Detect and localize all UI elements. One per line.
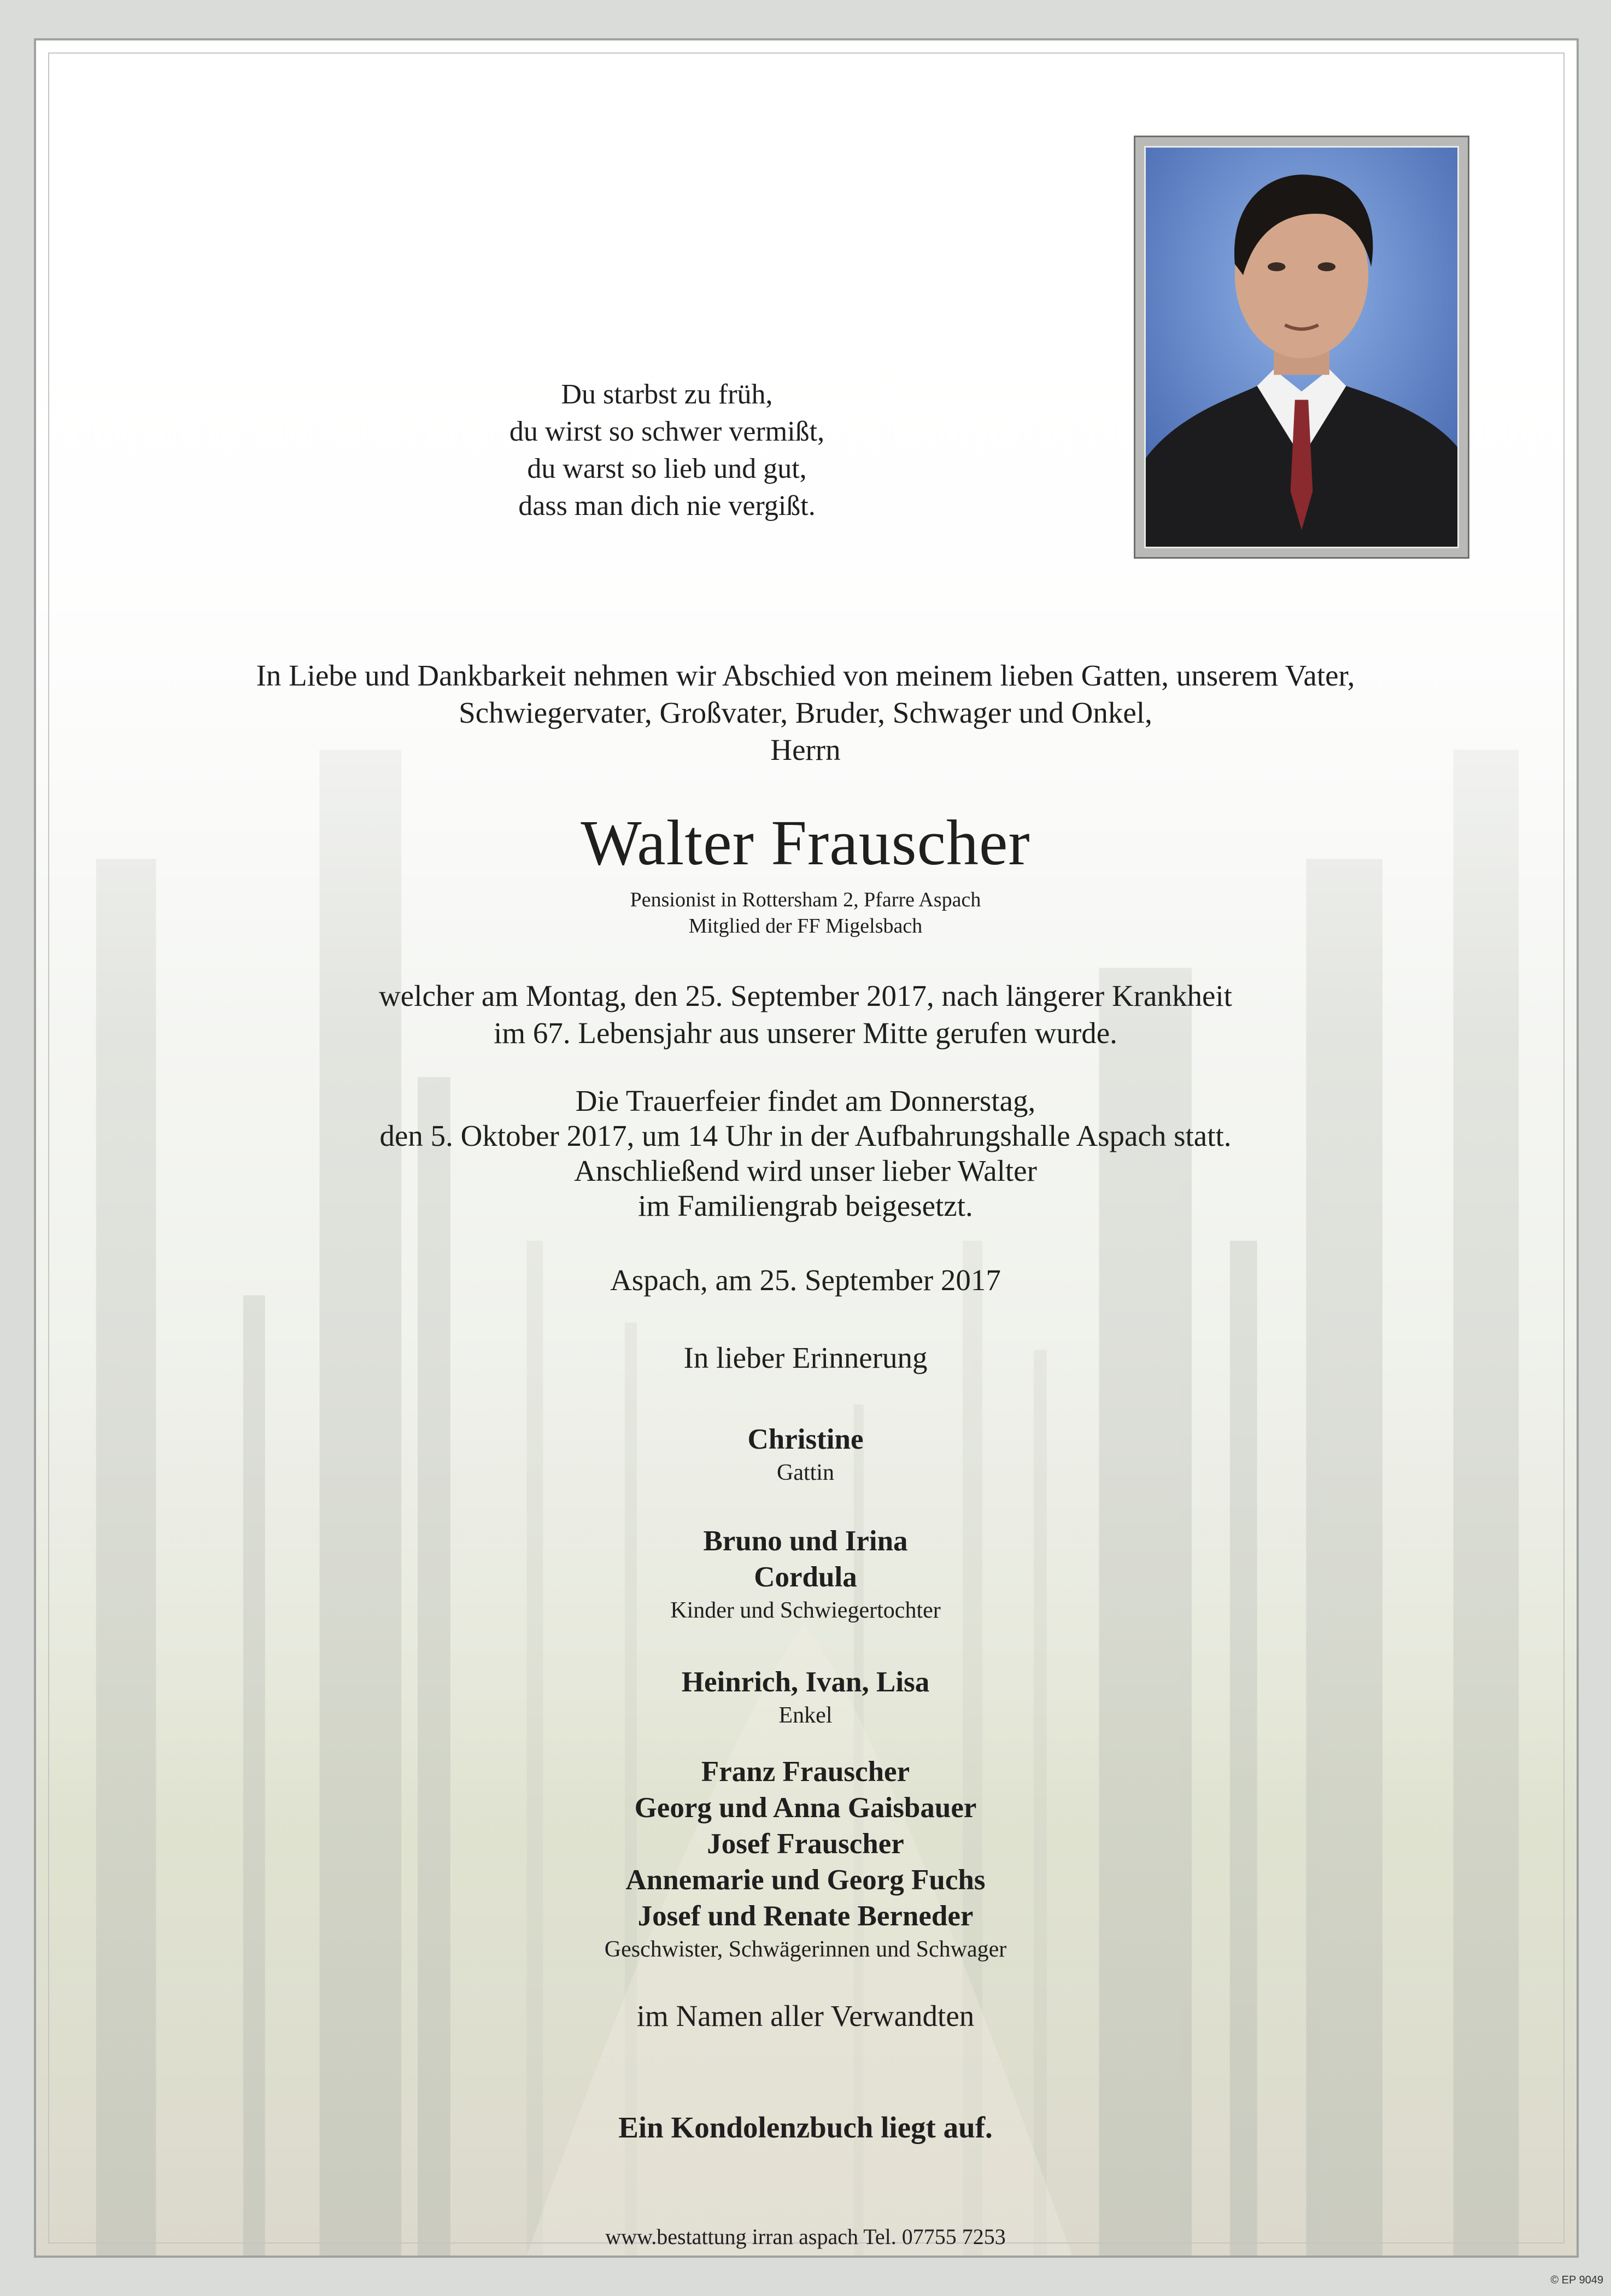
death-info — [0, 977, 1611, 1052]
mourner-name: Georg und Anna Gaisbauer — [634, 1792, 977, 1824]
template-code: © EP 9049 — [1550, 2274, 1603, 2286]
poem-line: du wirst so schwer vermißt, — [509, 416, 825, 447]
in-memory-heading: In lieber Erinnerung — [683, 1341, 928, 1374]
condolence-note: Ein Kondolenzbuch liegt auf. — [618, 2111, 993, 2144]
deceased-detail-line: Pensionist in Rottersham 2, Pfarre Aspach — [630, 888, 981, 911]
mourner-name: Josef und Renate Berneder — [637, 1900, 974, 1932]
mourner-name: Bruno und Irina — [703, 1525, 908, 1557]
poem — [339, 376, 995, 525]
funeral-line: Anschließend wird unser lieber Walter — [574, 1154, 1037, 1187]
mourner-relation: Geschwister, Schwägerinnen und Schwager — [604, 1937, 1007, 1962]
mourner-group — [0, 1664, 1611, 1731]
poem-line: dass man dich nie vergißt. — [518, 490, 816, 522]
deceased-detail-line: Mitglied der FF Migelsbach — [688, 915, 923, 938]
poem-line: du warst so lieb und gut, — [527, 453, 807, 484]
intro-text — [0, 657, 1611, 769]
mourner-group — [0, 1754, 1611, 1965]
intro-line: Schwiegervater, Großvater, Bruder, Schwager und Onkel, — [459, 696, 1152, 729]
intro-line: In Liebe und Dankbarkeit nehmen wir Abschied von meinem lieben Gatten, unserem Vater, — [256, 659, 1355, 692]
place-date: Aspach, am 25. September 2017 — [610, 1263, 1001, 1297]
mourner-relation: Enkel — [778, 1703, 833, 1728]
intro-line: Herrn — [770, 733, 841, 766]
mourner-name: Heinrich, Ivan, Lisa — [681, 1666, 930, 1698]
deceased-name: Walter Frauscher — [581, 807, 1030, 878]
funeral-home-footer: www.bestattung irran aspach Tel. 07755 7253 — [605, 2224, 1006, 2249]
funeral-line: den 5. Oktober 2017, um 14 Uhr in der Aufbahrungshalle Aspach statt. — [379, 1119, 1232, 1152]
funeral-line: im Familiengrab beigesetzt. — [638, 1189, 973, 1222]
portrait-image — [1146, 148, 1457, 547]
poem-line: Du starbst zu früh, — [561, 379, 773, 410]
mourner-name: Josef Frauscher — [707, 1828, 904, 1860]
mourner-name: Christine — [747, 1424, 864, 1455]
mourner-name: Cordula — [754, 1561, 857, 1593]
on-behalf-line: im Namen aller Verwandten — [636, 1999, 975, 2033]
portrait-frame — [1134, 136, 1469, 559]
mourner-name: Franz Frauscher — [701, 1756, 910, 1788]
mourner-group — [0, 1421, 1611, 1488]
mourner-relation: Gattin — [777, 1460, 834, 1485]
portrait-photo — [1144, 146, 1459, 548]
death-info-line: welcher am Montag, den 25. September 2017, nach längerer Krankheit — [379, 979, 1232, 1012]
mourner-name: Annemarie und Georg Fuchs — [625, 1864, 986, 1896]
funeral-info — [0, 1083, 1611, 1223]
deceased-details — [0, 887, 1611, 939]
mourner-relation: Kinder und Schwiegertochter — [670, 1598, 941, 1623]
mourner-group — [0, 1523, 1611, 1626]
funeral-line: Die Trauerfeier findet am Donnerstag, — [575, 1084, 1036, 1117]
death-info-line: im 67. Lebensjahr aus unserer Mitte gerufen wurde. — [494, 1016, 1117, 1050]
